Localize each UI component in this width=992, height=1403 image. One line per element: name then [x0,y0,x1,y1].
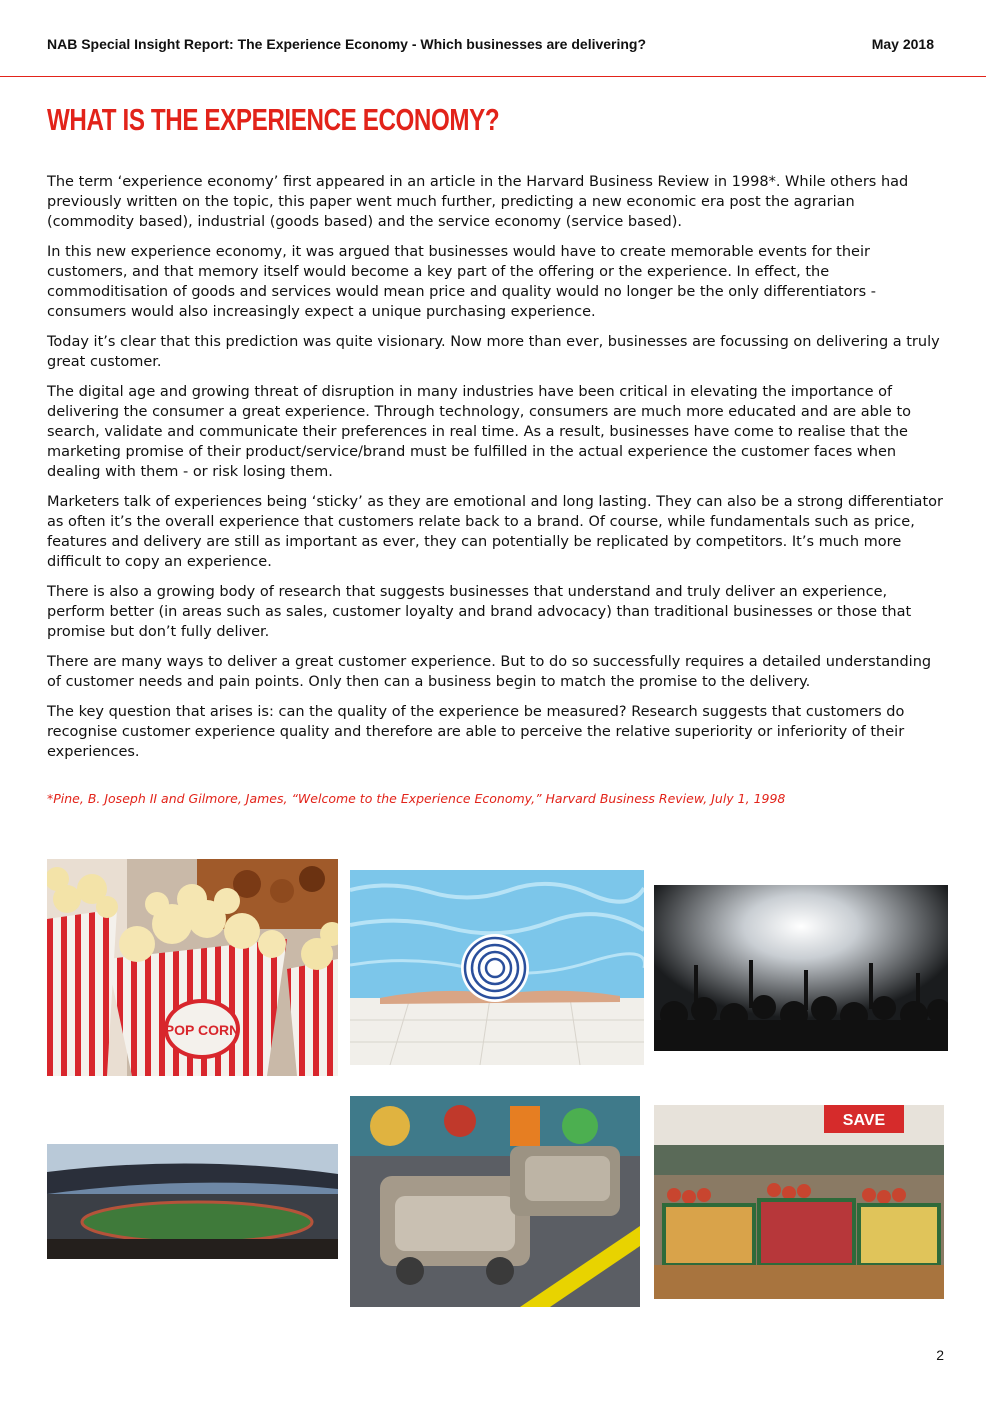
stadium-photo [47,1144,338,1259]
supermarket-photo [654,1105,944,1299]
paragraph: The digital age and growing threat of disruption in many industries have been critical in elevating the importance of delivering the consumer a great experience. Through technology, consumers are much more educated and are able to search, validate and communicate their preferences in real time. As a result, businesses have come to realise that the marketing promise of their product/service/brand must be fulfilled in the actual experience the customer faces when dealing with them - or risk losing them. [47,384,911,480]
report-header [47,36,934,52]
page-number: 2 [936,1347,944,1363]
paragraph: Today it’s clear that this prediction was quite visionary. Now more than ever, businesses are focussing on delivering a truly great customer. [47,334,940,370]
theme-park-ride-photo [350,1096,640,1307]
paragraph: The key question that arises is: can the quality of the experience be measured? Research suggests that customers do recognise customer experience quality and therefore are able to perceive the relative superiority or inferiority of their experiences. [47,704,905,760]
report-date: May 2018 [871,36,934,52]
article-body [47,172,943,772]
report-title: NAB Special Insight Report: The Experience Economy - Which businesses are delivering? [47,36,647,52]
popcorn-photo [47,859,338,1076]
paragraph: There are many ways to deliver a great customer experience. But to do so successfully requires a detailed understanding of customer needs and pain points. Only then can a business begin to match the promise to the delivery. [47,654,932,690]
save-sign: SAVE [842,1112,886,1129]
concert-photo [654,885,948,1051]
popcorn-label: POP CORN [164,1022,240,1038]
pool-photo [350,870,644,1065]
citation-footnote: *Pine, B. Joseph II and Gilmore, James, “Welcome to the Experience Economy,” Harvard Business Review, July 1, 1998 [47,791,786,806]
header-divider [0,76,986,77]
paragraph: The term ‘experience economy’ first appeared in an article in the Harvard Business Review in 1998*. While others had previously written on the topic, this paper went much further, predicting a new economic era post the agrarian (commodity based), industrial (goods based) and the service economy (service based). [47,174,909,230]
paragraph: In this new experience economy, it was argued that businesses would have to create memorable events for their customers, and that memory itself would become a key part of the offering or the experience. In effect, the commoditisation of goods and services would mean price and quality would no longer be the only differentiators - consumers would also increasingly expect a unique purchasing experience. [47,244,876,320]
section-title: WHAT IS THE EXPERIENCE ECONOMY? [47,102,500,137]
paragraph: There is also a growing body of research that suggests businesses that understand and truly deliver an experience, perform better (in areas such as sales, customer loyalty and brand advocacy) than traditional businesses or those that promise but don’t fully deliver. [47,584,912,640]
paragraph: Marketers talk of experiences being ‘sticky’ as they are emotional and long lasting. They can also be a strong differentiator as often it’s the overall experience that customers relate back to a brand. Of course, while fundamentals such as price, features and delivery are still as important as ever, they can potentially be replicated by competitors. It’s much more difficult to copy an experience. [47,494,943,570]
